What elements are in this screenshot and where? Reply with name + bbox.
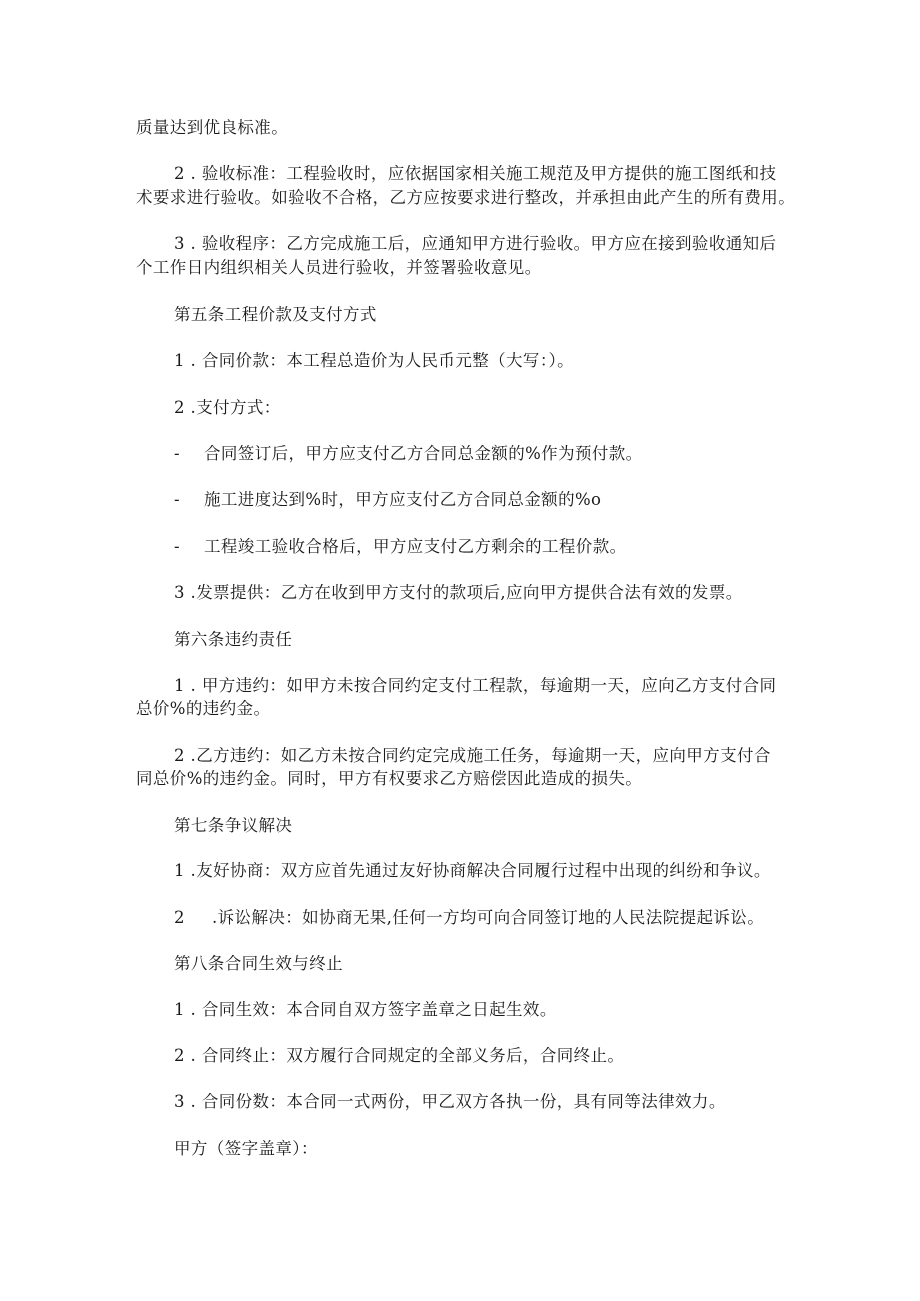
clause-number: 2 — [174, 908, 185, 927]
payment-item-final — [174, 537, 627, 557]
clause-party-b-breach-cont: 同总价%的违约金。同时，甲方有权要求乙方赔偿因此造成的损失。 — [136, 769, 643, 788]
clause-effectiveness: 1 . 合同生效：本合同自双方签字盖章之日起生效。 — [174, 1000, 557, 1019]
clause-litigation-text: .诉讼解决：如协商无果,任何一方均可向合同签订地的人民法院提起诉讼。 — [212, 908, 765, 927]
article-8-heading: 第八条合同生效与终止 — [174, 954, 343, 973]
article-5-heading: 第五条工程价款及支付方式 — [174, 305, 377, 324]
clause-acceptance-standard: 2 . 验收标准：工程验收时，应依据国家相关施工规范及甲方提供的施工图纸和技 — [174, 164, 777, 183]
payment-item-final-text: 工程竣工验收合格后，甲方应支付乙方剩余的工程价款。 — [204, 537, 627, 556]
payment-item-advance — [174, 444, 643, 464]
clause-termination: 2 . 合同终止：双方履行合同规定的全部义务后，合同终止。 — [174, 1046, 625, 1065]
clause-party-b-breach: 2 .乙方违约：如乙方未按合同约定完成施工任务，每逾期一天，应向甲方支付合 — [174, 746, 771, 765]
clause-litigation — [174, 908, 764, 928]
clause-party-a-breach: 1 . 甲方违约：如甲方未按合同约定支付工程款，每逾期一天，应向乙方支付合同 — [174, 676, 777, 695]
clause-invoice: 3 .发票提供：乙方在收到甲方支付的款项后,应向甲方提供合法有效的发票。 — [174, 583, 743, 602]
list-dash: - — [174, 537, 180, 556]
clause-negotiation: 1 .友好协商：双方应首先通过友好协商解决合同履行过程中出现的纠纷和争议。 — [174, 861, 771, 880]
payment-item-progress-text: 施工进度达到%时，甲方应支付乙方合同总金额的%o — [204, 490, 602, 509]
list-dash: - — [174, 444, 180, 463]
clause-acceptance-standard-cont: 术要求进行验收。如验收不合格，乙方应按要求进行整改，并承担由此产生的所有费用。 — [136, 188, 796, 207]
article-6-heading: 第六条违约责任 — [174, 630, 293, 649]
clause-party-a-breach-cont: 总价%的违约金。 — [136, 699, 271, 718]
clause-acceptance-procedure: 3 . 验收程序：乙方完成施工后，应通知甲方进行验收。甲方应在接到验收通知后 — [174, 234, 777, 253]
clause-acceptance-procedure-cont: 个工作日内组织相关人员进行验收，并签署验收意见。 — [136, 258, 542, 277]
clause-copies: 3 . 合同份数：本合同一式两份，甲乙双方各执一份，具有同等法律效力。 — [174, 1092, 726, 1111]
paragraph-quality-standard-end: 质量达到优良标准。 — [136, 118, 289, 137]
clause-contract-price: 1 . 合同价款：本工程总造价为人民币元整（大写：）。 — [174, 351, 575, 370]
payment-item-advance-text: 合同签订后，甲方应支付乙方合同总金额的%作为预付款。 — [204, 444, 643, 463]
article-7-heading: 第七条争议解决 — [174, 816, 293, 835]
clause-payment-method: 2 .支付方式： — [174, 398, 281, 417]
list-dash: - — [174, 490, 180, 509]
party-a-signature-label: 甲方（签字盖章）： — [174, 1139, 318, 1158]
payment-item-progress — [174, 490, 601, 510]
